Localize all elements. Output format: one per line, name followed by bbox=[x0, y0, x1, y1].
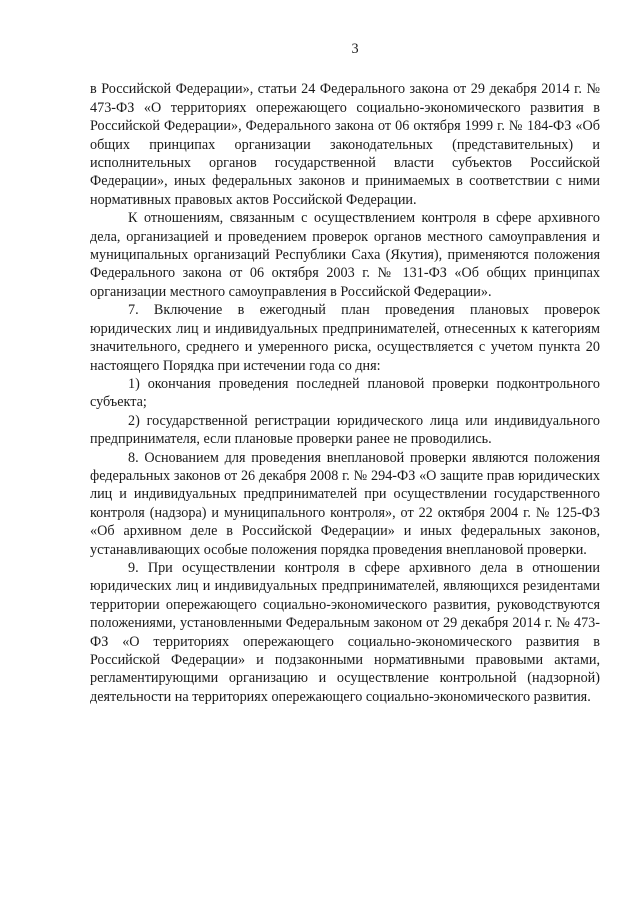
paragraph-item-7-sub-2: 2) государственной регистрации юридического лица или индивидуального предпринимателя, если плановые проверки ранее не проводились. bbox=[90, 412, 600, 448]
paragraph-local-self-government: К отношениям, связанным с осуществлением контроля в сфере архивного дела, организацией и проведением проверок органов местного самоуправления и муниципальных организаций Республики Саха (Якутия), применяются положения Федерального закона от 06 октября 2003 г. № 131-ФЗ «Об общих принципах организации местного самоуправления в Российской Федерации». bbox=[90, 210, 600, 300]
page-number: 3 bbox=[351, 41, 359, 57]
paragraph-item-9: 9. При осуществлении контроля в сфере архивного дела в отношении юридических лиц и индивидуальных предпринимателей, являющихся резидентами территории опережающего социально-экономического развития, руководствуются положениями, установленными Федеральным законом от 29 декабря 2014 г. № 473-ФЗ «О территориях опережающего социально-экономического развития в Российской Федерации» и подзаконными нормативными правовыми актами, регламентирующими организацию и осуществление контрольной (надзорной) деятельности на территориях опережающего социально-экономического развития. bbox=[90, 559, 600, 705]
paragraph-item-7: 7. Включение в ежегодный план проведения плановых проверок юридических лиц и индивидуальных предпринимателей, отнесенных к категориям значительного, среднего и умеренного риска, осуществляется с учетом пункта 20 настоящего Порядка при истечении года со дня: bbox=[90, 302, 600, 374]
paragraph-legal-basis-continued: в Российской Федерации», статьи 24 Федерального закона от 29 декабря 2014 г. № 473-ФЗ «О территориях опережающего социально-экономического развития в Российской Федерации», Федерального закона от 06 октября 1999 г. № 184-ФЗ «Об общих принципах организации законодательных (представительных) и исполнительных органов государственной власти субъектов Российской Федерации», иных федеральных законов и принимаемых в соответствии с ними нормативных правовых актов Российской Федерации. bbox=[90, 81, 600, 208]
paragraph-item-7-sub-1: 1) окончания проведения последней плановой проверки подконтрольного субъекта; bbox=[90, 375, 600, 411]
paragraph-item-8: 8. Основанием для проведения внеплановой проверки являются положения федеральных законов от 26 декабря 2008 г. № 294-ФЗ «О защите прав юридических лиц и индивидуальных предпринимателей при осуществлении государственного контроля (надзора) и муниципального контроля», от 22 октября 2004 г. № 125-ФЗ «Об архивном деле в Российской Федерации» и иных федеральных законов, устанавливающих особые положения порядка проведения внеплановой проверки. bbox=[90, 449, 600, 558]
